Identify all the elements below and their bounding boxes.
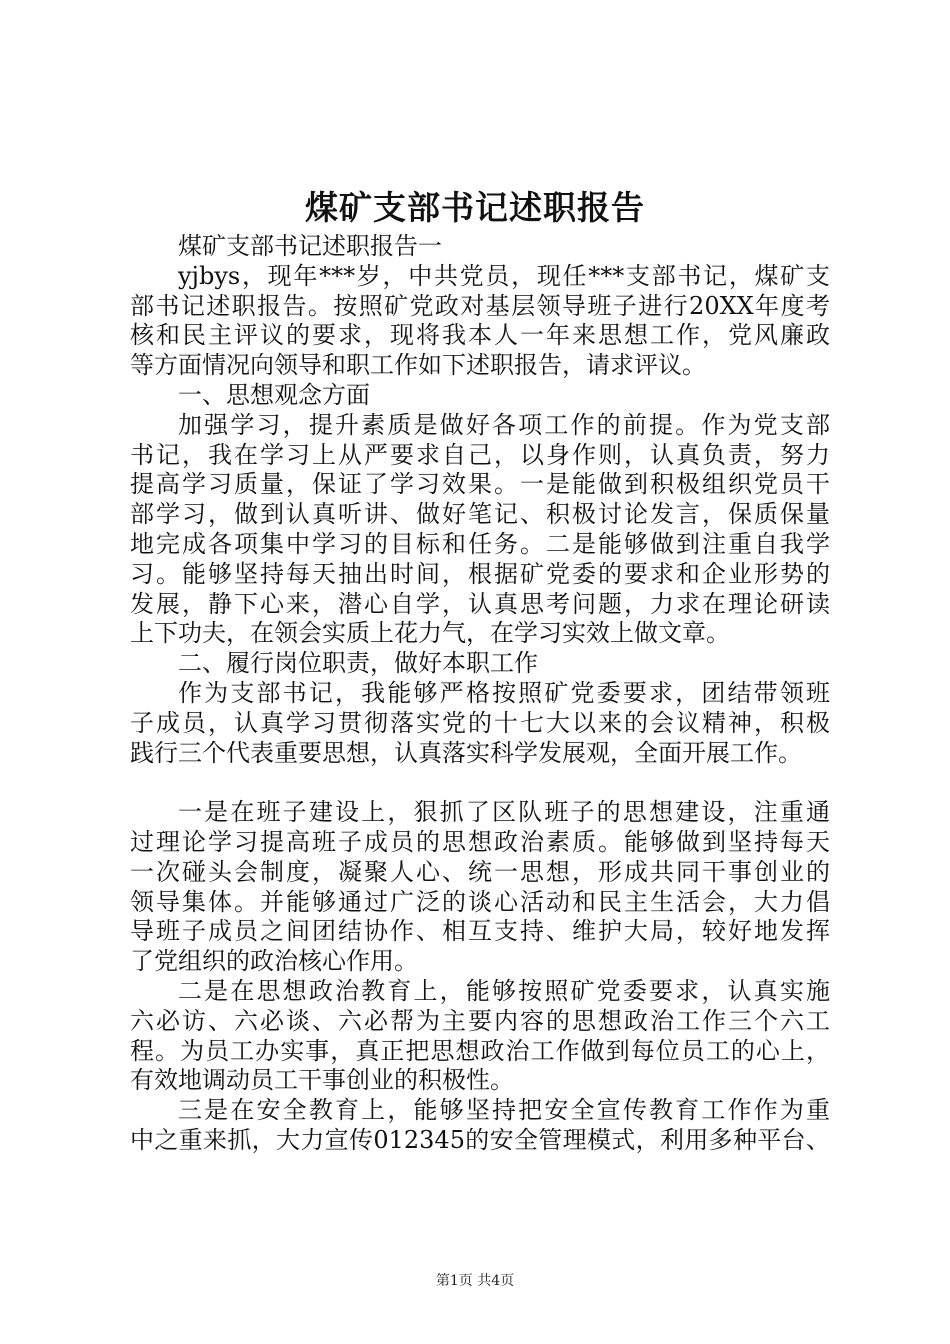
paragraph-line: 践行三个代表重要思想，认真落实科学发展观，全面开展工作。	[130, 738, 802, 767]
paragraph-line: 子成员，认真学习贯彻落实党的十七大以来的会议精神，积极	[130, 708, 830, 737]
blank-line	[130, 768, 830, 798]
paragraph-line: 部书记述职报告。按照矿党政对基层领导班子进行20XX年度考	[130, 291, 830, 320]
paragraph-line: 发展，静下心来，潜心自学，认真思考问题，力求在理论研读	[130, 589, 830, 618]
paragraph-line: 导班子成员之间团结协作、相互支持、维护大局，较好地发挥	[130, 917, 830, 946]
paragraph-line: 程。为员工办实事，真正把思想政治工作做到每位员工的心上，	[130, 1036, 830, 1065]
paragraph-line: 过理论学习提高班子成员的思想政治素质。能够做到坚持每天	[130, 827, 830, 856]
paragraph-line: 领导集体。并能够通过广泛的谈心活动和民主生活会，大力倡	[130, 887, 830, 916]
paragraph-line: 地完成各项集中学习的目标和任务。二是能够做到注重自我学	[130, 529, 830, 558]
paragraph-line: 三是在安全教育上，能够坚持把安全宣传教育工作作为重	[178, 1096, 830, 1125]
subtitle-line: 煤矿支部书记述职报告一	[178, 232, 442, 260]
section-heading: 二、履行岗位职责，做好本职工作	[178, 649, 538, 678]
paragraph-line: 中之重来抓，大力宣传012345的安全管理模式，利用多种平台、	[130, 1125, 830, 1154]
document-title: 煤矿支部书记述职报告	[305, 188, 645, 227]
paragraph-line: 上下功夫，在领会实质上花力气，在学习实效上做文章。	[130, 619, 730, 648]
paragraph-line: 加强学习，提升素质是做好各项工作的前提。作为党支部	[178, 410, 830, 439]
paragraph-line: 一次碰头会制度，凝聚人心、统一思想，形成共同干事创业的	[130, 857, 830, 886]
page-footer: 第1页 共4页	[435, 1273, 515, 1289]
paragraph-line: 作为支部书记，我能够严格按照矿党委要求，团结带领班	[178, 678, 830, 707]
paragraph-line: 习。能够坚持每天抽出时间，根据矿党委的要求和企业形势的	[130, 559, 830, 588]
paragraph-line: 部学习，做到认真听讲、做好笔记、积极讨论发言，保质保量	[130, 500, 830, 529]
paragraph-line: 等方面情况向领导和职工作如下述职报告，请求评议。	[130, 351, 706, 380]
paragraph-line: yjbys，现年***岁，中共党员，现任***支部书记，煤矿支	[178, 261, 830, 290]
paragraph-line: 有效地调动员工干事创业的积极性。	[130, 1066, 514, 1095]
document-body	[130, 232, 830, 1156]
paragraph-line: 核和民主评议的要求，现将我本人一年来思想工作，党风廉政	[130, 321, 830, 350]
section-heading: 一、思想观念方面	[178, 380, 370, 409]
paragraph-line: 书记，我在学习上从严要求自己，以身作则，认真负责，努力	[130, 440, 830, 469]
paragraph-line: 了党组织的政治核心作用。	[130, 947, 418, 976]
paragraph-line: 一是在班子建设上，狠抓了区队班子的思想建设，注重通	[178, 798, 830, 827]
paragraph-line: 二是在思想政治教育上，能够按照矿党委要求，认真实施	[178, 976, 830, 1005]
paragraph-line: 六必访、六必谈、六必帮为主要内容的思想政治工作三个六工	[130, 1006, 830, 1035]
paragraph-line: 提高学习质量，保证了学习效果。一是能做到积极组织党员干	[130, 470, 830, 499]
